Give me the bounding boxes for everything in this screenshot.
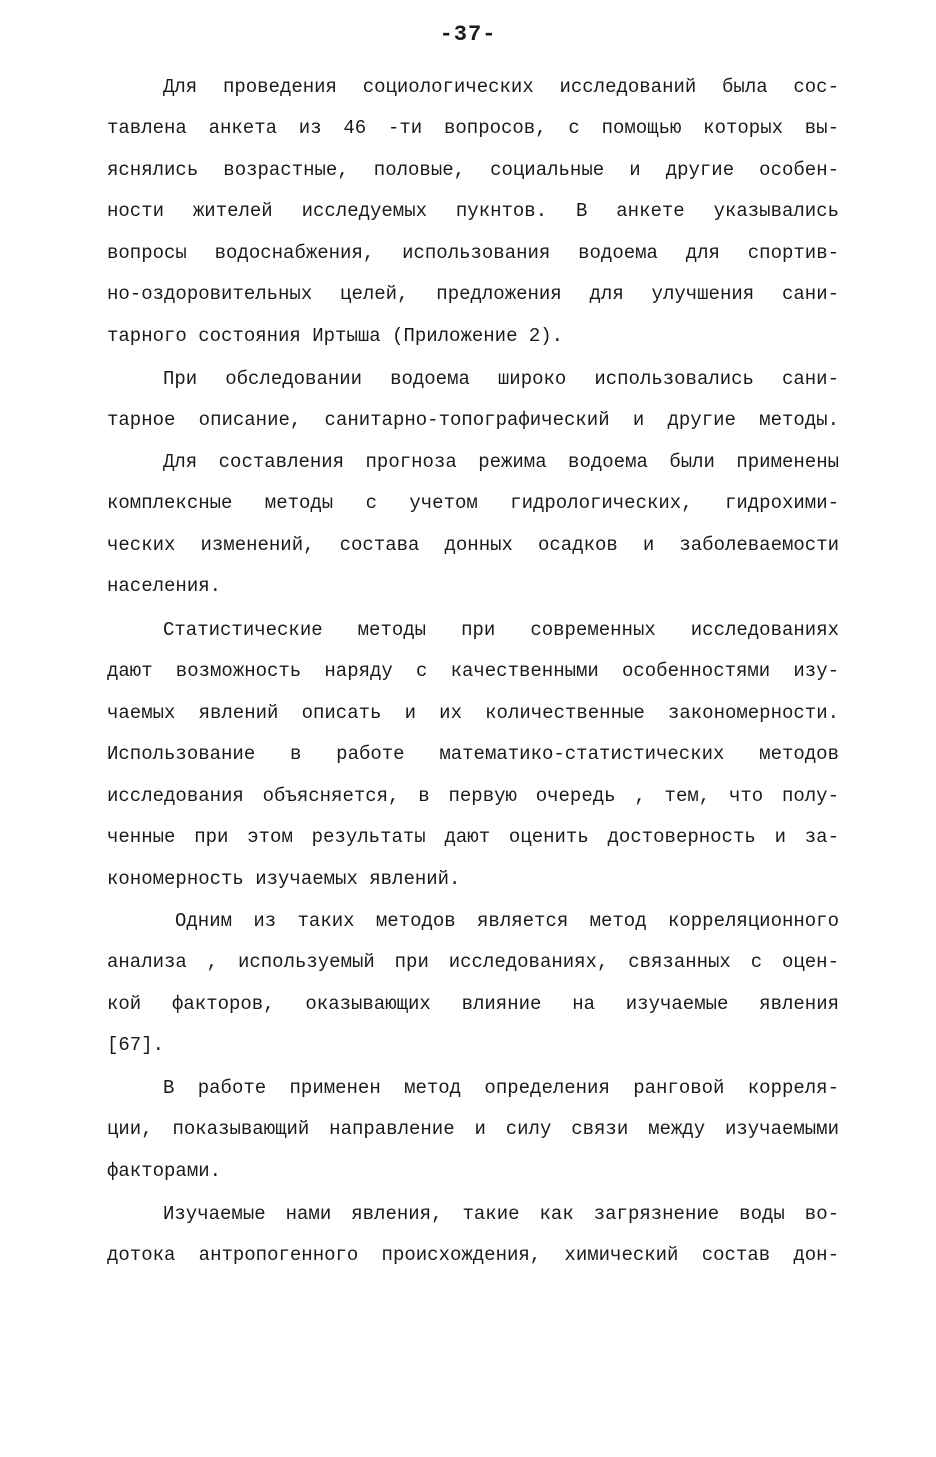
text-line: тавлена анкета из 46 -ти вопросов, с помощью которых вы- (107, 117, 839, 139)
text-line: Одним из таких методов является метод корреляционного (175, 910, 839, 932)
text-line: тарного состояния Иртыша (Приложение 2). (107, 325, 564, 347)
text-line: кой факторов, оказывающих влияние на изучаемые явления (107, 993, 839, 1015)
text-line: факторами. (107, 1160, 222, 1182)
text-line: комплексные методы с учетом гидрологических, гидрохими- (107, 492, 839, 514)
text-line: Изучаемые нами явления, такие как загрязнение воды во- (163, 1203, 839, 1225)
text-line: Для проведения социологических исследований была сос- (163, 76, 839, 98)
text-line: дают возможность наряду с качественными особенностями изу- (107, 660, 839, 682)
text-line: Статистические методы при современных исследованиях (163, 619, 839, 641)
text-line: тарное описание, санитарно-топографический и другие методы. (107, 409, 839, 431)
text-line: но-оздоровительных целей, предложения для улучшения сани- (107, 283, 839, 305)
text-line: анализа , используемый при исследованиях, связанных с оцен- (107, 951, 839, 973)
text-line: исследования объясняется, в первую очередь , тем, что полу- (107, 785, 839, 807)
text-line: кономерность изучаемых явлений. (107, 868, 461, 890)
text-line: [67]. (107, 1034, 165, 1056)
text-line: Для составления прогноза режима водоема были применены (163, 451, 839, 473)
text-line: чаемых явлений описать и их количественные закономерности. (107, 702, 839, 724)
page-number: -37- (439, 22, 497, 47)
text-line: При обследовании водоема широко использовались сани- (163, 368, 839, 390)
text-line: яснялись возрастные, половые, социальные и другие особен- (107, 159, 839, 181)
text-line: ности жителей исследуемых пукнтов. В анкете указывались (107, 200, 839, 222)
text-line: ченные при этом результаты дают оценить достоверность и за- (107, 826, 839, 848)
text-line: дотока антропогенного происхождения, химический состав дон- (107, 1244, 839, 1266)
text-line: ческих изменений, состава донных осадков и заболеваемости (107, 534, 839, 556)
text-line: ции, показывающий направление и силу связи между изучаемыми (107, 1118, 839, 1140)
text-line: населения. (107, 575, 222, 597)
text-line: В работе применен метод определения ранговой корреля- (163, 1077, 839, 1099)
text-line: Использование в работе математико-статистических методов (107, 743, 839, 765)
text-line: вопросы водоснабжения, использования водоема для спортив- (107, 242, 839, 264)
